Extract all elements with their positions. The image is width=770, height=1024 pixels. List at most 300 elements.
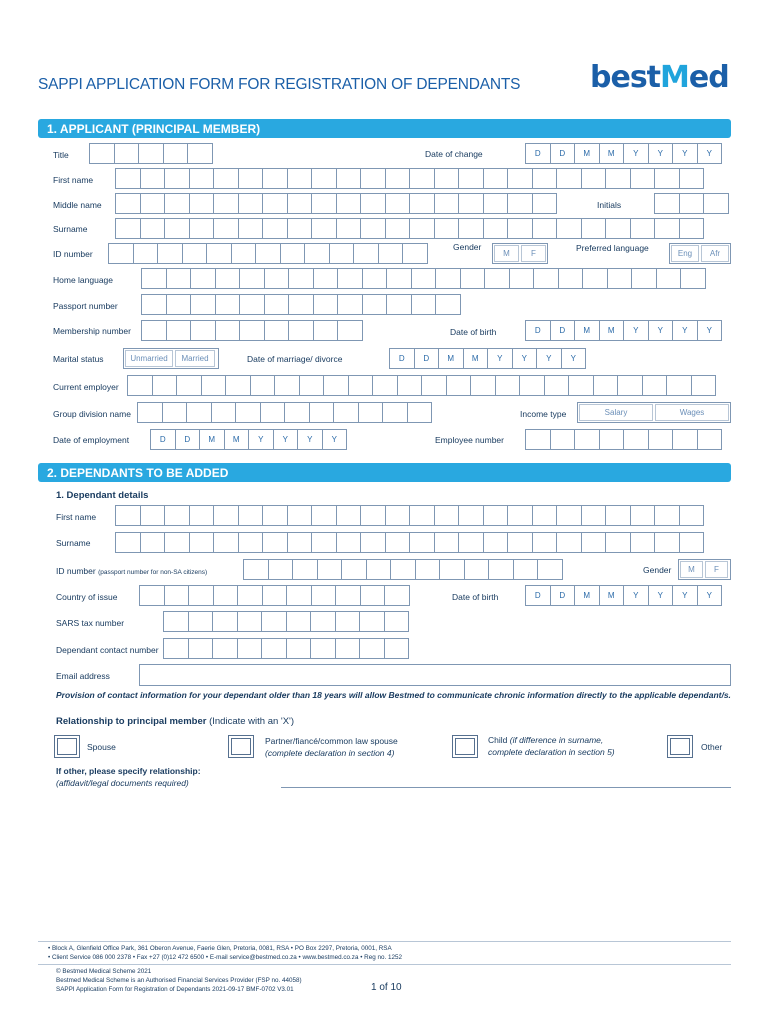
marital-unmarried-option[interactable]: Unmarried xyxy=(125,350,173,367)
input-cell[interactable] xyxy=(679,532,705,553)
date-cell[interactable]: Y xyxy=(297,429,323,450)
date-cell[interactable]: Y xyxy=(672,585,698,606)
input-cell[interactable] xyxy=(261,638,287,659)
date-cell[interactable]: D xyxy=(550,143,576,164)
input-cell[interactable] xyxy=(483,505,509,526)
date-cell[interactable]: Y xyxy=(697,143,723,164)
input-cell[interactable] xyxy=(691,375,717,396)
input-cell[interactable] xyxy=(190,294,216,315)
input-cell[interactable] xyxy=(525,429,551,450)
input-cell[interactable] xyxy=(89,143,115,164)
input-cell[interactable] xyxy=(139,585,165,606)
input-cell[interactable] xyxy=(384,611,410,632)
income-wages-option[interactable]: Wages xyxy=(655,404,729,421)
partner-checkbox[interactable] xyxy=(228,735,254,758)
input-cell[interactable] xyxy=(166,268,192,289)
input-cell[interactable] xyxy=(237,638,263,659)
gender-f-option[interactable]: F xyxy=(521,245,546,262)
input-cell[interactable] xyxy=(336,505,362,526)
gender-m-option[interactable]: M xyxy=(494,245,519,262)
input-cell[interactable] xyxy=(409,505,435,526)
input-cell[interactable] xyxy=(483,168,509,189)
input-cell[interactable] xyxy=(703,193,729,214)
input-cell[interactable] xyxy=(264,294,290,315)
input-cell[interactable] xyxy=(311,193,337,214)
input-cell[interactable] xyxy=(385,505,411,526)
input-cell[interactable] xyxy=(630,168,656,189)
input-cell[interactable] xyxy=(656,268,682,289)
input-cell[interactable] xyxy=(189,505,215,526)
input-cell[interactable] xyxy=(288,294,314,315)
input-cell[interactable] xyxy=(360,585,386,606)
input-cell[interactable] xyxy=(654,193,680,214)
date-of-change-field[interactable] xyxy=(525,143,721,164)
input-cell[interactable] xyxy=(115,193,141,214)
input-cell[interactable] xyxy=(284,402,310,423)
input-cell[interactable] xyxy=(582,268,608,289)
input-cell[interactable] xyxy=(238,505,264,526)
middle-name-field[interactable] xyxy=(115,193,556,214)
input-cell[interactable] xyxy=(127,375,153,396)
input-cell[interactable] xyxy=(631,268,657,289)
date-cell[interactable]: M xyxy=(438,348,464,369)
input-cell[interactable] xyxy=(164,218,190,239)
input-cell[interactable] xyxy=(262,218,288,239)
input-cell[interactable] xyxy=(666,375,692,396)
date-cell[interactable]: Y xyxy=(672,320,698,341)
input-cell[interactable] xyxy=(488,559,514,580)
input-cell[interactable] xyxy=(402,243,428,264)
email-field[interactable] xyxy=(139,664,731,686)
input-cell[interactable] xyxy=(141,294,167,315)
input-cell[interactable] xyxy=(163,638,189,659)
input-cell[interactable] xyxy=(166,294,192,315)
input-cell[interactable] xyxy=(114,143,140,164)
input-cell[interactable] xyxy=(201,375,227,396)
date-cell[interactable]: M xyxy=(224,429,250,450)
dep-first-name-field[interactable] xyxy=(115,505,703,526)
input-cell[interactable] xyxy=(182,243,208,264)
input-cell[interactable] xyxy=(164,585,190,606)
input-cell[interactable] xyxy=(264,268,290,289)
input-cell[interactable] xyxy=(532,532,558,553)
input-cell[interactable] xyxy=(280,243,306,264)
input-cell[interactable] xyxy=(617,375,643,396)
input-cell[interactable] xyxy=(359,638,385,659)
date-cell[interactable]: Y xyxy=(273,429,299,450)
dep-date-of-birth-field[interactable] xyxy=(525,585,721,606)
input-cell[interactable] xyxy=(458,532,484,553)
input-cell[interactable] xyxy=(164,532,190,553)
input-cell[interactable] xyxy=(188,638,214,659)
input-cell[interactable] xyxy=(411,294,437,315)
input-cell[interactable] xyxy=(164,505,190,526)
input-cell[interactable] xyxy=(460,268,486,289)
input-cell[interactable] xyxy=(385,168,411,189)
input-cell[interactable] xyxy=(519,375,545,396)
input-cell[interactable] xyxy=(372,375,398,396)
input-cell[interactable] xyxy=(163,143,189,164)
date-cell[interactable]: Y xyxy=(623,320,649,341)
input-cell[interactable] xyxy=(359,611,385,632)
input-cell[interactable] xyxy=(310,638,336,659)
input-cell[interactable] xyxy=(188,611,214,632)
spouse-checkbox[interactable] xyxy=(54,735,80,758)
input-cell[interactable] xyxy=(556,532,582,553)
marital-married-option[interactable]: Married xyxy=(175,350,215,367)
input-cell[interactable] xyxy=(341,559,367,580)
input-cell[interactable] xyxy=(360,193,386,214)
input-cell[interactable] xyxy=(679,168,705,189)
date-cell[interactable]: Y xyxy=(672,143,698,164)
date-cell[interactable]: D xyxy=(389,348,415,369)
dep-id-number-field[interactable] xyxy=(243,559,562,580)
input-cell[interactable] xyxy=(212,611,238,632)
input-cell[interactable] xyxy=(309,402,335,423)
input-cell[interactable] xyxy=(507,218,533,239)
input-cell[interactable] xyxy=(386,294,412,315)
other-specify-line[interactable] xyxy=(281,787,731,788)
input-cell[interactable] xyxy=(360,505,386,526)
input-cell[interactable] xyxy=(133,243,159,264)
input-cell[interactable] xyxy=(262,193,288,214)
date-cell[interactable]: D xyxy=(525,143,551,164)
input-cell[interactable] xyxy=(605,168,631,189)
date-cell[interactable]: M xyxy=(574,320,600,341)
input-cell[interactable] xyxy=(630,505,656,526)
sars-tax-field[interactable] xyxy=(163,611,408,632)
input-cell[interactable] xyxy=(287,505,313,526)
input-cell[interactable] xyxy=(213,168,239,189)
input-cell[interactable] xyxy=(509,268,535,289)
input-cell[interactable] xyxy=(337,294,363,315)
group-division-field[interactable] xyxy=(137,402,431,423)
input-cell[interactable] xyxy=(215,320,241,341)
input-cell[interactable] xyxy=(537,559,563,580)
input-cell[interactable] xyxy=(311,532,337,553)
input-cell[interactable] xyxy=(140,218,166,239)
input-cell[interactable] xyxy=(329,243,355,264)
date-cell[interactable]: M xyxy=(574,143,600,164)
input-cell[interactable] xyxy=(568,375,594,396)
input-cell[interactable] xyxy=(239,294,265,315)
input-cell[interactable] xyxy=(213,585,239,606)
input-cell[interactable] xyxy=(464,559,490,580)
input-cell[interactable] xyxy=(189,168,215,189)
input-cell[interactable] xyxy=(262,168,288,189)
income-salary-option[interactable]: Salary xyxy=(579,404,653,421)
input-cell[interactable] xyxy=(238,193,264,214)
date-cell[interactable]: Y xyxy=(623,143,649,164)
input-cell[interactable] xyxy=(384,638,410,659)
date-cell[interactable]: M xyxy=(199,429,225,450)
input-cell[interactable] xyxy=(286,585,312,606)
input-cell[interactable] xyxy=(581,168,607,189)
input-cell[interactable] xyxy=(288,268,314,289)
input-cell[interactable] xyxy=(287,218,313,239)
input-cell[interactable] xyxy=(550,429,576,450)
input-cell[interactable] xyxy=(411,268,437,289)
input-cell[interactable] xyxy=(337,268,363,289)
other-checkbox[interactable] xyxy=(667,735,693,758)
passport-number-field[interactable] xyxy=(141,294,460,315)
input-cell[interactable] xyxy=(630,532,656,553)
input-cell[interactable] xyxy=(386,268,412,289)
date-cell[interactable]: M xyxy=(599,143,625,164)
input-cell[interactable] xyxy=(581,505,607,526)
input-cell[interactable] xyxy=(213,193,239,214)
input-cell[interactable] xyxy=(311,218,337,239)
input-cell[interactable] xyxy=(439,559,465,580)
input-cell[interactable] xyxy=(654,168,680,189)
input-cell[interactable] xyxy=(483,193,509,214)
input-cell[interactable] xyxy=(336,193,362,214)
input-cell[interactable] xyxy=(287,193,313,214)
input-cell[interactable] xyxy=(348,375,374,396)
input-cell[interactable] xyxy=(605,218,631,239)
input-cell[interactable] xyxy=(176,375,202,396)
input-cell[interactable] xyxy=(286,638,312,659)
input-cell[interactable] xyxy=(336,218,362,239)
input-cell[interactable] xyxy=(507,532,533,553)
input-cell[interactable] xyxy=(264,320,290,341)
input-cell[interactable] xyxy=(421,375,447,396)
input-cell[interactable] xyxy=(313,294,339,315)
input-cell[interactable] xyxy=(434,532,460,553)
input-cell[interactable] xyxy=(366,559,392,580)
input-cell[interactable] xyxy=(187,143,213,164)
input-cell[interactable] xyxy=(235,402,261,423)
dep-gender-f-option[interactable]: F xyxy=(705,561,728,578)
dep-gender-m-option[interactable]: M xyxy=(680,561,703,578)
initials-field[interactable] xyxy=(654,193,728,214)
input-cell[interactable] xyxy=(288,320,314,341)
input-cell[interactable] xyxy=(190,320,216,341)
input-cell[interactable] xyxy=(648,429,674,450)
input-cell[interactable] xyxy=(310,611,336,632)
date-cell[interactable]: Y xyxy=(561,348,587,369)
input-cell[interactable] xyxy=(108,243,134,264)
input-cell[interactable] xyxy=(157,243,183,264)
input-cell[interactable] xyxy=(407,402,433,423)
input-cell[interactable] xyxy=(679,193,705,214)
input-cell[interactable] xyxy=(239,268,265,289)
input-cell[interactable] xyxy=(323,375,349,396)
input-cell[interactable] xyxy=(292,559,318,580)
input-cell[interactable] xyxy=(507,168,533,189)
input-cell[interactable] xyxy=(495,375,521,396)
input-cell[interactable] xyxy=(434,218,460,239)
input-cell[interactable] xyxy=(382,402,408,423)
input-cell[interactable] xyxy=(532,193,558,214)
membership-number-field[interactable] xyxy=(141,320,362,341)
input-cell[interactable] xyxy=(336,532,362,553)
input-cell[interactable] xyxy=(299,375,325,396)
input-cell[interactable] xyxy=(262,585,288,606)
input-cell[interactable] xyxy=(186,402,212,423)
input-cell[interactable] xyxy=(362,268,388,289)
input-cell[interactable] xyxy=(605,532,631,553)
input-cell[interactable] xyxy=(679,218,705,239)
home-language-field[interactable] xyxy=(141,268,705,289)
input-cell[interactable] xyxy=(434,193,460,214)
input-cell[interactable] xyxy=(231,243,257,264)
input-cell[interactable] xyxy=(484,268,510,289)
input-cell[interactable] xyxy=(287,532,313,553)
input-cell[interactable] xyxy=(261,611,287,632)
date-cell[interactable]: D xyxy=(414,348,440,369)
input-cell[interactable] xyxy=(260,402,286,423)
input-cell[interactable] xyxy=(435,268,461,289)
dep-contact-number-field[interactable] xyxy=(163,638,408,659)
input-cell[interactable] xyxy=(237,585,263,606)
input-cell[interactable] xyxy=(189,532,215,553)
input-cell[interactable] xyxy=(360,532,386,553)
input-cell[interactable] xyxy=(507,505,533,526)
input-cell[interactable] xyxy=(458,168,484,189)
input-cell[interactable] xyxy=(384,585,410,606)
input-cell[interactable] xyxy=(483,218,509,239)
input-cell[interactable] xyxy=(115,168,141,189)
input-cell[interactable] xyxy=(385,532,411,553)
input-cell[interactable] xyxy=(532,505,558,526)
input-cell[interactable] xyxy=(513,559,539,580)
input-cell[interactable] xyxy=(358,402,384,423)
input-cell[interactable] xyxy=(360,218,386,239)
input-cell[interactable] xyxy=(213,218,239,239)
first-name-field[interactable] xyxy=(115,168,703,189)
input-cell[interactable] xyxy=(262,532,288,553)
input-cell[interactable] xyxy=(397,375,423,396)
input-cell[interactable] xyxy=(654,532,680,553)
input-cell[interactable] xyxy=(390,559,416,580)
input-cell[interactable] xyxy=(556,505,582,526)
input-cell[interactable] xyxy=(255,243,281,264)
input-cell[interactable] xyxy=(211,402,237,423)
input-cell[interactable] xyxy=(435,294,461,315)
input-cell[interactable] xyxy=(672,429,698,450)
input-cell[interactable] xyxy=(654,505,680,526)
input-cell[interactable] xyxy=(215,268,241,289)
input-cell[interactable] xyxy=(115,505,141,526)
input-cell[interactable] xyxy=(215,294,241,315)
date-cell[interactable]: D xyxy=(525,320,551,341)
input-cell[interactable] xyxy=(378,243,404,264)
input-cell[interactable] xyxy=(212,638,238,659)
input-cell[interactable] xyxy=(213,505,239,526)
input-cell[interactable] xyxy=(336,168,362,189)
country-of-issue-field[interactable] xyxy=(139,585,409,606)
date-cell[interactable]: Y xyxy=(697,585,723,606)
input-cell[interactable] xyxy=(188,585,214,606)
language-eng-option[interactable]: Eng xyxy=(671,245,699,262)
input-cell[interactable] xyxy=(164,168,190,189)
input-cell[interactable] xyxy=(268,559,294,580)
input-cell[interactable] xyxy=(189,218,215,239)
input-cell[interactable] xyxy=(353,243,379,264)
input-cell[interactable] xyxy=(140,168,166,189)
input-cell[interactable] xyxy=(287,168,313,189)
input-cell[interactable] xyxy=(654,218,680,239)
dep-surname-field[interactable] xyxy=(115,532,703,553)
input-cell[interactable] xyxy=(237,611,263,632)
input-cell[interactable] xyxy=(152,375,178,396)
input-cell[interactable] xyxy=(311,505,337,526)
child-checkbox[interactable] xyxy=(452,735,478,758)
input-cell[interactable] xyxy=(115,532,141,553)
date-cell[interactable]: Y xyxy=(536,348,562,369)
date-of-marriage-field[interactable] xyxy=(389,348,585,369)
input-cell[interactable] xyxy=(483,532,509,553)
input-cell[interactable] xyxy=(140,532,166,553)
input-cell[interactable] xyxy=(458,218,484,239)
input-cell[interactable] xyxy=(507,193,533,214)
input-cell[interactable] xyxy=(313,320,339,341)
date-cell[interactable]: Y xyxy=(322,429,348,450)
current-employer-field[interactable] xyxy=(127,375,715,396)
input-cell[interactable] xyxy=(140,505,166,526)
input-cell[interactable] xyxy=(385,193,411,214)
date-of-employment-field[interactable] xyxy=(150,429,346,450)
input-cell[interactable] xyxy=(607,268,633,289)
date-cell[interactable]: Y xyxy=(623,585,649,606)
input-cell[interactable] xyxy=(385,218,411,239)
input-cell[interactable] xyxy=(162,402,188,423)
input-cell[interactable] xyxy=(164,193,190,214)
input-cell[interactable] xyxy=(680,268,706,289)
date-cell[interactable]: Y xyxy=(697,320,723,341)
employee-number-field[interactable] xyxy=(525,429,721,450)
input-cell[interactable] xyxy=(250,375,276,396)
input-cell[interactable] xyxy=(115,218,141,239)
input-cell[interactable] xyxy=(458,193,484,214)
date-cell[interactable]: Y xyxy=(648,585,674,606)
input-cell[interactable] xyxy=(163,611,189,632)
input-cell[interactable] xyxy=(335,611,361,632)
input-cell[interactable] xyxy=(189,193,215,214)
input-cell[interactable] xyxy=(317,559,343,580)
input-cell[interactable] xyxy=(140,193,166,214)
input-cell[interactable] xyxy=(262,505,288,526)
input-cell[interactable] xyxy=(360,168,386,189)
input-cell[interactable] xyxy=(679,505,705,526)
input-cell[interactable] xyxy=(333,402,359,423)
input-cell[interactable] xyxy=(532,218,558,239)
date-cell[interactable]: D xyxy=(525,585,551,606)
language-afr-option[interactable]: Afr xyxy=(701,245,729,262)
input-cell[interactable] xyxy=(593,375,619,396)
date-cell[interactable]: M xyxy=(599,320,625,341)
input-cell[interactable] xyxy=(243,559,269,580)
input-cell[interactable] xyxy=(304,243,330,264)
input-cell[interactable] xyxy=(190,268,216,289)
surname-field[interactable] xyxy=(115,218,703,239)
date-cell[interactable]: Y xyxy=(487,348,513,369)
date-cell[interactable]: D xyxy=(550,585,576,606)
input-cell[interactable] xyxy=(337,320,363,341)
input-cell[interactable] xyxy=(409,193,435,214)
input-cell[interactable] xyxy=(213,532,239,553)
date-cell[interactable]: D xyxy=(550,320,576,341)
input-cell[interactable] xyxy=(470,375,496,396)
date-cell[interactable]: Y xyxy=(648,143,674,164)
date-cell[interactable]: D xyxy=(150,429,176,450)
title-field[interactable] xyxy=(89,143,212,164)
input-cell[interactable] xyxy=(599,429,625,450)
date-cell[interactable]: D xyxy=(175,429,201,450)
input-cell[interactable] xyxy=(409,168,435,189)
input-cell[interactable] xyxy=(409,532,435,553)
